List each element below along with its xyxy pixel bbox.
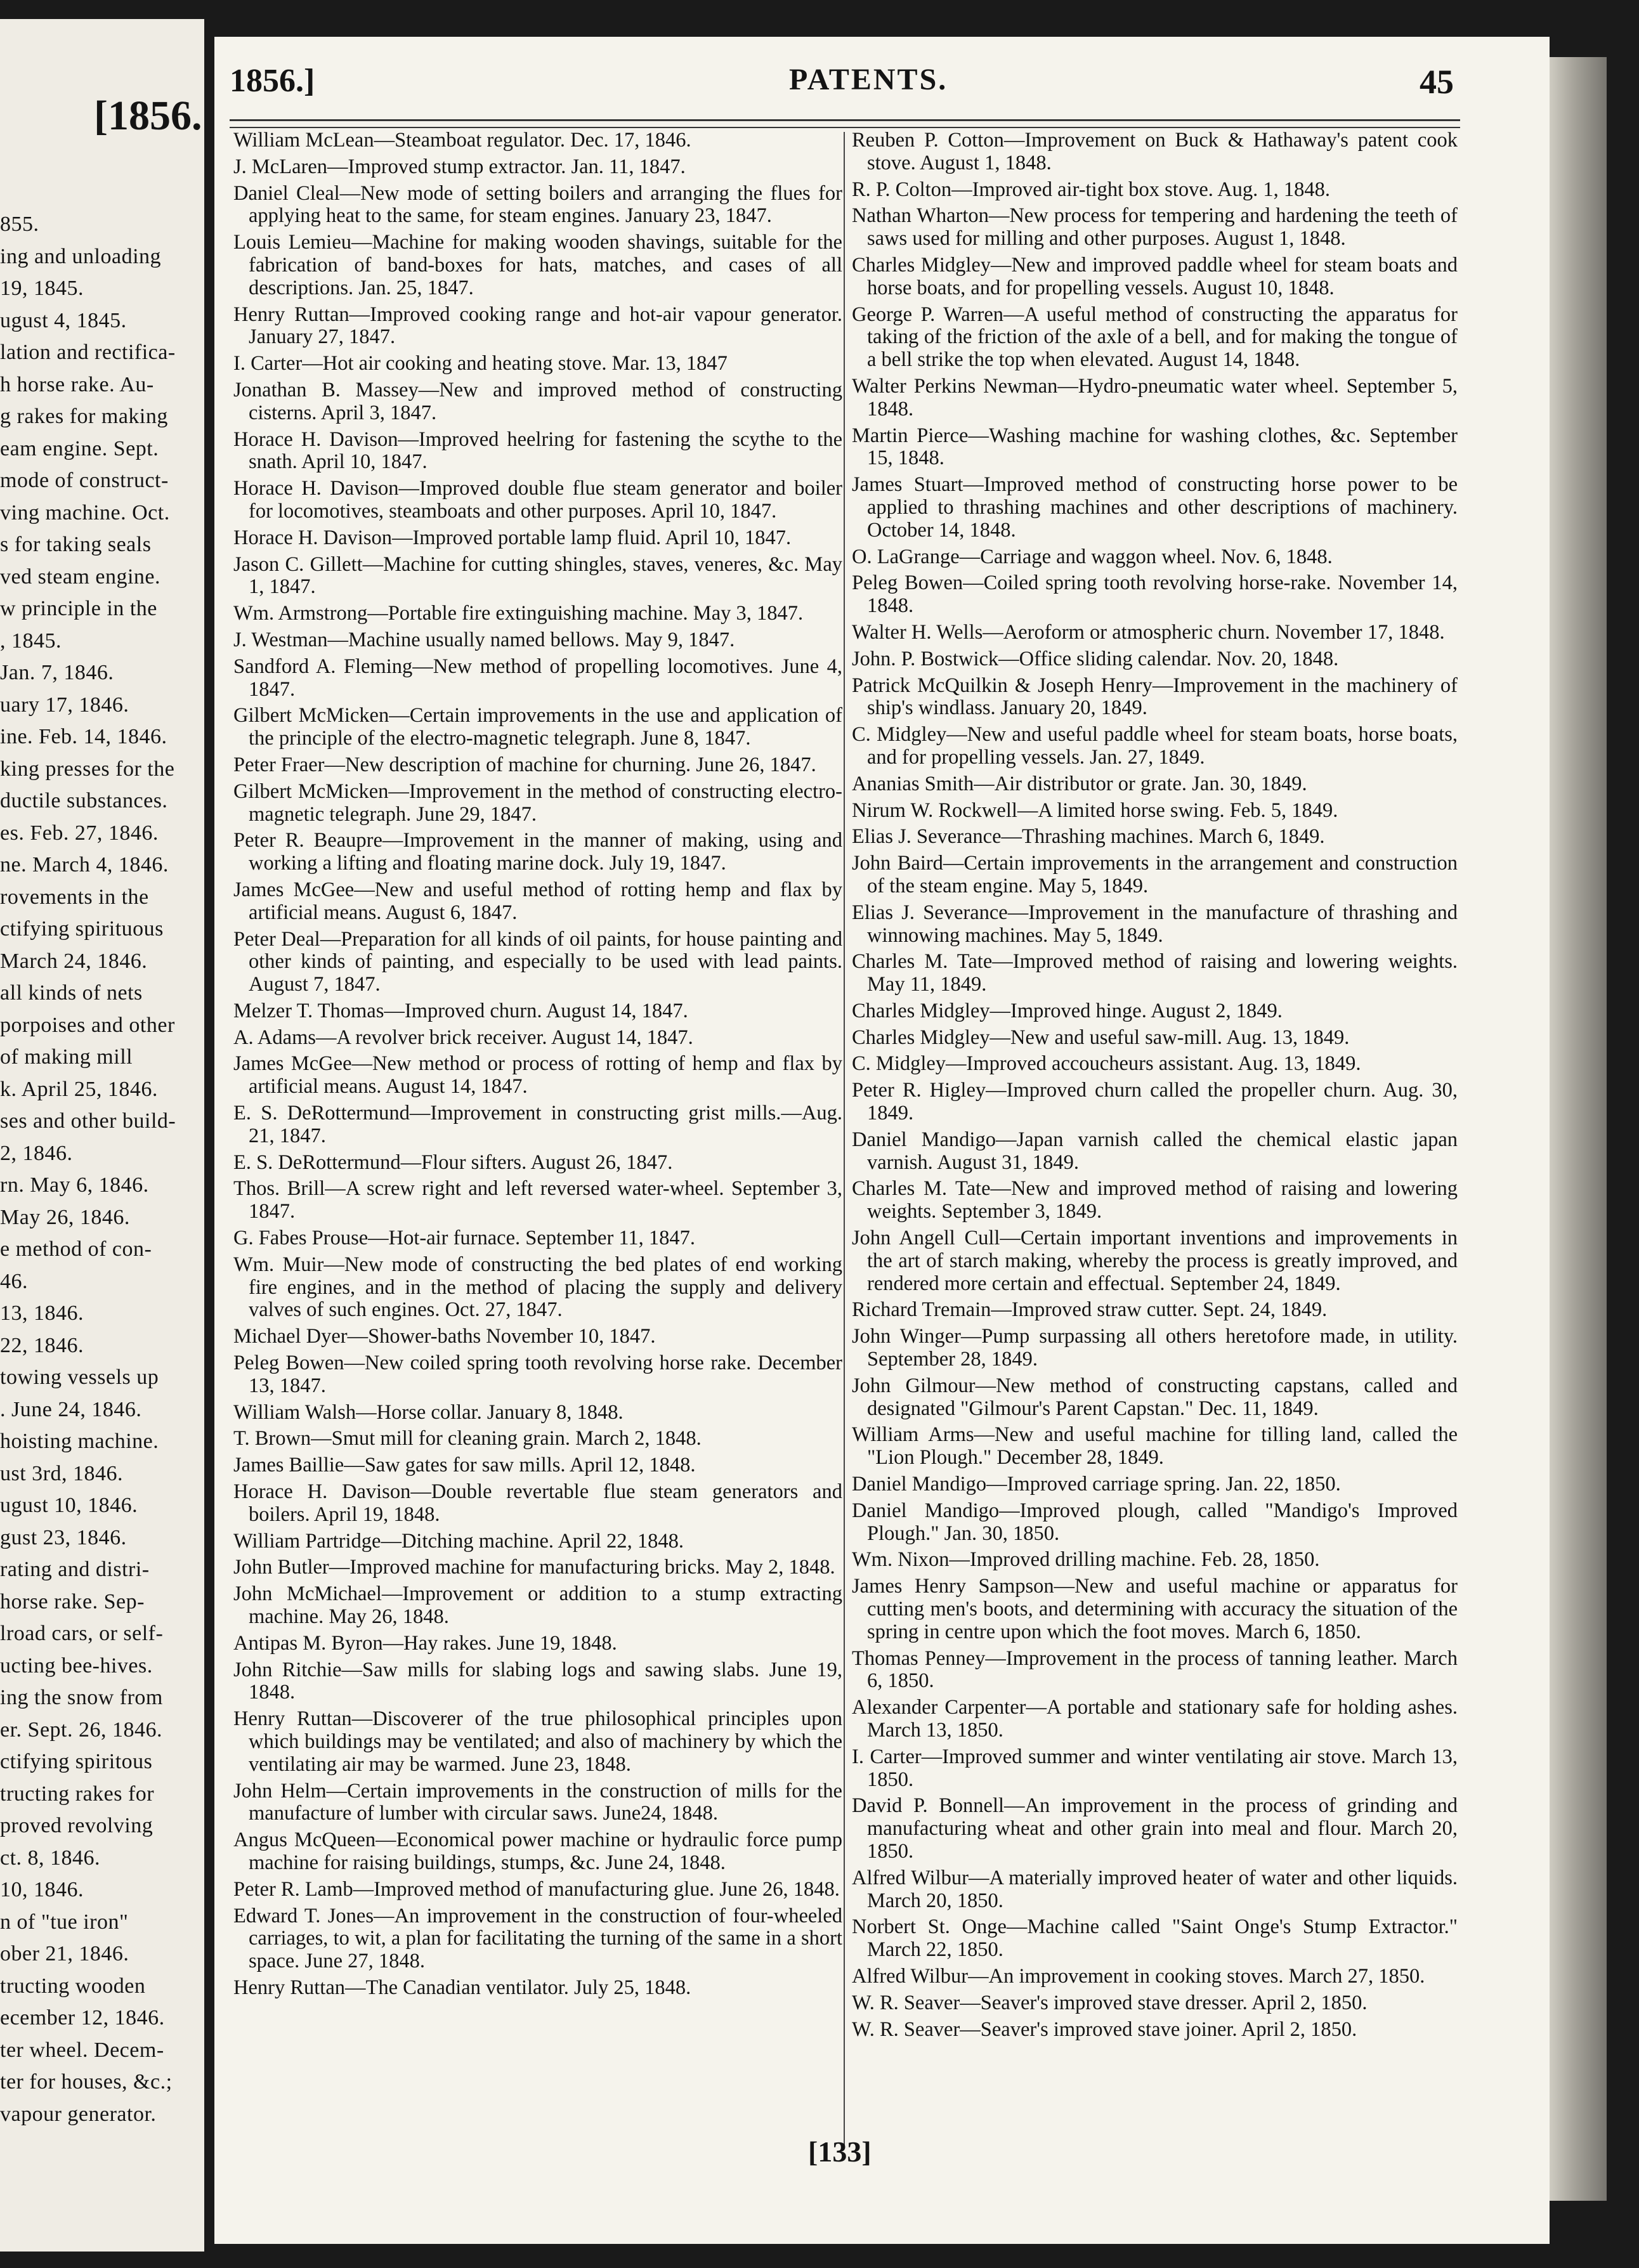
facing-page-line: eam engine. Sept.: [0, 436, 159, 460]
facing-page-line: March 24, 1846.: [0, 949, 148, 973]
facing-page-line: ne. March 4, 1846.: [0, 853, 169, 877]
facing-page-line: lation and rectifica-: [0, 341, 176, 365]
folio-number: [133]: [808, 2135, 872, 2168]
facing-page-line: ecember 12, 1846.: [0, 2006, 165, 2030]
patent-entry: T. Brown—Smut mill for cleaning grain. March 2, 1848.: [233, 1427, 702, 1450]
patent-entry: John. P. Bostwick—Office sliding calendar. Nov. 20, 1848.: [852, 647, 1339, 670]
facing-page-line: w principle in the: [0, 597, 157, 621]
patent-entry: David P. Bonnell—An improvement in the process of grinding and manufacturing wheat and other grain into meal and flour. March 20, 1850.: [852, 1794, 1458, 1863]
patent-entry: Horace H. Davison—Improved double flue steam generator and boiler for locomotives, steamboats and other purposes. April 10, 1847.: [233, 477, 842, 523]
facing-page-line: e method of con-: [0, 1237, 152, 1261]
patent-entry: Peter R. Beaupre—Improvement in the manner of making, using and working a lifting and floating marine dock. July 19, 1847.: [233, 829, 842, 875]
patent-entry: Gilbert McMicken—Certain improvements in the use and application of the principle of the electro-magnetic telegraph. June 8, 1847.: [233, 704, 842, 750]
facing-page-line: ctifying spiritous: [0, 1750, 153, 1774]
patent-entry: Peleg Bowen—New coiled spring tooth revolving horse rake. December 13, 1847.: [233, 1352, 842, 1397]
patent-entry: Elias J. Severance—Improvement in the manufacture of thrashing and winnowing machines. May 5, 1849.: [852, 901, 1458, 947]
facing-page-line: ved steam engine.: [0, 564, 161, 589]
patent-entry: Daniel Mandigo—Japan varnish called the chemical elastic japan varnish. August 31, 1849.: [852, 1128, 1458, 1174]
patent-entry: James McGee—New method or process of rotting of hemp and flax by artificial means. August 14, 1847.: [233, 1052, 842, 1098]
patent-entry: James Henry Sampson—New and useful machine or apparatus for cutting men's boots, and determining with accuracy the situation of the spring in centre upon which the foot moves. March 6, 1850.: [852, 1575, 1458, 1643]
facing-page-line: 2, 1846.: [0, 1141, 73, 1165]
facing-page-line: ductile substances.: [0, 789, 168, 813]
patent-entry: John Winger—Pump surpassing all others heretofore made, in utility. September 28, 1849.: [852, 1325, 1458, 1371]
header-rule-thin: [230, 127, 1460, 128]
patent-entry: Jason C. Gillett—Machine for cutting shingles, staves, veneres, &c. May 1, 1847.: [233, 552, 842, 599]
facing-page-line: s for taking seals: [0, 533, 152, 557]
patent-entry: Charles Midgley—New and improved paddle wheel for steam boats and horse boats, and for propelling vessels. August 10, 1848.: [852, 253, 1458, 299]
patent-entry: John Gilmour—New method of constructing capstans, called and designated "Gilmour's Parent Capstan." Dec. 11, 1849.: [852, 1374, 1458, 1420]
page-edge-shadow: [1550, 57, 1607, 2201]
patent-list-right-column: [852, 129, 1458, 2045]
facing-page-line: hoisting machine.: [0, 1430, 159, 1454]
patent-entry: William Partridge—Ditching machine. April 22, 1848.: [233, 1529, 684, 1553]
facing-page-line: ugust 10, 1846.: [0, 1494, 138, 1518]
patent-entry: John Angell Cull—Certain important inventions and improvements in the art of starch making, whereby the process is greatly improved, and rendered more certain and effectual. September 24, 1849.: [852, 1227, 1458, 1295]
patent-entry: Jonathan B. Massey—New and improved method of constructing cisterns. April 3, 1847.: [233, 378, 842, 424]
patent-entry: Thomas Penney—Improvement in the process of tanning leather. March 6, 1850.: [852, 1646, 1458, 1693]
facing-page-line: uary 17, 1846.: [0, 693, 129, 717]
facing-page-line: g rakes for making: [0, 405, 168, 429]
facing-page-line: mode of construct-: [0, 469, 169, 493]
patent-entry: Peter Fraer—New description of machine for churning. June 26, 1847.: [233, 753, 816, 776]
facing-page-line: 46.: [0, 1269, 28, 1293]
patent-list-left-column: [233, 129, 842, 2004]
patent-entry: Elias J. Severance—Thrashing machines. March 6, 1849.: [852, 825, 1325, 849]
patent-entry: Peleg Bowen—Coiled spring tooth revolving horse-rake. November 14, 1848.: [852, 571, 1458, 618]
facing-page-line: tructing rakes for: [0, 1782, 155, 1806]
patent-entry: Horace H. Davison—Improved heelring for fastening the scythe to the snath. April 10, 1847.: [233, 427, 842, 474]
patent-entry: Alfred Wilbur—An improvement in cooking stoves. March 27, 1850.: [852, 1964, 1425, 1988]
patent-entry: A. Adams—A revolver brick receiver. August 14, 1847.: [233, 1026, 693, 1049]
patent-entry: Thos. Brill—A screw right and left reversed water-wheel. September 3, 1847.: [233, 1177, 842, 1223]
facing-page-line: of making mill: [0, 1045, 133, 1069]
patent-entry: William Arms—New and useful machine for tilling land, called the "Lion Plough." December 28, 1849.: [852, 1423, 1458, 1470]
patent-entry: Horace H. Davison—Double revertable flue steam generators and boilers. April 19, 1848.: [233, 1480, 842, 1526]
facing-page-line: n of "tue iron": [0, 1910, 129, 1934]
patent-entry: Wm. Nixon—Improved drilling machine. Feb. 28, 1850.: [852, 1548, 1320, 1572]
patent-entry: Nathan Wharton—New process for tempering and hardening the teeth of saws used for milling and other purposes. August 1, 1848.: [852, 204, 1458, 251]
patent-entry: Horace H. Davison—Improved portable lamp fluid. April 10, 1847.: [233, 526, 792, 549]
patent-entry: Louis Lemieu—Machine for making wooden shavings, suitable for the fabrication of band-boxes for hats, matches, and cases of all descriptions. Jan. 25, 1847.: [233, 231, 842, 299]
patent-entry: C. Midgley—Improved accoucheurs assistant. Aug. 13, 1849.: [852, 1052, 1361, 1076]
patent-entry: Charles M. Tate—Improved method of raising and lowering weights. May 11, 1849.: [852, 950, 1458, 996]
patent-entry: Angus McQueen—Economical power machine or hydraulic force pump machine for raising buildings, stumps, &c. June 24, 1848.: [233, 1828, 842, 1874]
facing-page-line: towing vessels up: [0, 1365, 159, 1390]
patent-entry: Antipas M. Byron—Hay rakes. June 19, 1848.: [233, 1631, 617, 1655]
facing-page-line: tructing wooden: [0, 1974, 146, 1998]
patent-entry: James Stuart—Improved method of constructing horse power to be applied to thrashing machines and other descriptions of machinery. October 14, 1848.: [852, 473, 1458, 542]
patent-entry: Nirum W. Rockwell—A limited horse swing. Feb. 5, 1849.: [852, 798, 1338, 822]
facing-page-line: ober 21, 1846.: [0, 1942, 129, 1966]
patent-entry: I. Carter—Hot air cooking and heating stove. Mar. 13, 1847: [233, 352, 728, 375]
patent-entry: Edward T. Jones—An improvement in the construction of four-wheeled carriages, to wit, a plan for facilitating the turning of the same in a short space. June 27, 1848.: [233, 1904, 842, 1973]
facing-page-line: rovements in the: [0, 885, 149, 909]
patent-entry: Wm. Muir—New mode of constructing the bed plates of end working fire engines, and in the method of placing the supply and delivery valves of such engines. Oct. 27, 1847.: [233, 1253, 842, 1322]
facing-page-line: rating and distri-: [0, 1558, 150, 1582]
facing-page-line: gust 23, 1846.: [0, 1525, 127, 1549]
column-divider: [844, 132, 845, 2149]
patent-entry: Henry Ruttan—Discoverer of the true philosophical principles upon which buildings may be ventilated; and also of machinery by which the ventilating air may be warmed. June 23, 1848.: [233, 1707, 842, 1776]
facing-page-line: 855.: [0, 212, 39, 236]
patent-entry: Peter R. Lamb—Improved method of manufacturing glue. June 26, 1848.: [233, 1877, 840, 1901]
patent-entry: C. Midgley—New and useful paddle wheel for steam boats, horse boats, and for propelling vessels. Jan. 27, 1849.: [852, 723, 1458, 769]
patent-entry: William Walsh—Horse collar. January 8, 1848.: [233, 1400, 624, 1424]
patent-entry: James McGee—New and useful method of rotting hemp and flax by artificial means. August 6, 1847.: [233, 878, 842, 924]
patent-entry: Daniel Cleal—New mode of setting boilers and arranging the flues for applying heat to the same, for steam engines. January 23, 1847.: [233, 181, 842, 228]
facing-page-line: Jan. 7, 1846.: [0, 661, 114, 685]
patent-entry: Gilbert McMicken—Improvement in the method of constructing electro-magnetic telegraph. June 29, 1847.: [233, 779, 842, 826]
patent-entry: W. R. Seaver—Seaver's improved stave dresser. April 2, 1850.: [852, 1991, 1368, 2014]
facing-page-line: ugust 4, 1845.: [0, 308, 127, 332]
patent-entry: Wm. Armstrong—Portable fire extinguishing machine. May 3, 1847.: [233, 602, 804, 625]
facing-page-line: ing and unloading: [0, 244, 162, 268]
document-page: [214, 37, 1550, 2244]
patent-entry: Charles Midgley—Improved hinge. August 2, 1849.: [852, 999, 1283, 1022]
facing-page-line: ter for houses, &c.;: [0, 2070, 173, 2094]
patent-entry: Walter H. Wells—Aeroform or atmospheric churn. November 17, 1848.: [852, 620, 1445, 644]
facing-page-line: h horse rake. Au-: [0, 372, 154, 396]
facing-page-line: lroad cars, or self-: [0, 1622, 164, 1646]
facing-page-line: 19, 1845.: [0, 277, 84, 301]
facing-page-line: k. April 25, 1846.: [0, 1077, 158, 1101]
patent-entry: John McMichael—Improvement or addition to a stump extracting machine. May 26, 1848.: [233, 1582, 842, 1629]
patent-entry: John Ritchie—Saw mills for slabing logs and sawing slabs. June 19, 1848.: [233, 1658, 842, 1704]
patent-entry: Daniel Mandigo—Improved carriage spring. Jan. 22, 1850.: [852, 1473, 1341, 1496]
facing-page-line: king presses for the: [0, 757, 175, 781]
patent-entry: E. S. DeRottermund—Improvement in constructing grist mills.—Aug. 21, 1847.: [233, 1102, 842, 1147]
facing-page-fragment: [0, 19, 204, 2252]
facing-page-line: ctifying spirituous: [0, 917, 164, 941]
patent-entry: Ananias Smith—Air distributor or grate. Jan. 30, 1849.: [852, 772, 1307, 795]
facing-page-line: rn. May 6, 1846.: [0, 1173, 149, 1197]
patent-entry: Walter Perkins Newman—Hydro-pneumatic water wheel. September 5, 1848.: [852, 374, 1458, 420]
patent-entry: John Helm—Certain improvements in the construction of mills for the manufacture of lumber with circular saws. June24, 1848.: [233, 1779, 842, 1825]
facing-page-line: vapour generator.: [0, 2102, 157, 2126]
patent-entry: W. R. Seaver—Seaver's improved stave joiner. April 2, 1850.: [852, 2017, 1357, 2041]
facing-page-line: ses and other build-: [0, 1109, 176, 1133]
patent-entry: J. Westman—Machine usually named bellows. May 9, 1847.: [233, 628, 735, 651]
patent-entry: Peter R. Higley—Improved churn called the propeller churn. Aug. 30, 1849.: [852, 1079, 1458, 1125]
facing-page-line: . June 24, 1846.: [0, 1397, 142, 1421]
facing-page-line: 10, 1846.: [0, 1878, 84, 1902]
patent-entry: Charles M. Tate—New and improved method of raising and lowering weights. September 3, 1849.: [852, 1177, 1458, 1223]
patent-entry: Patrick McQuilkin & Joseph Henry—Improvement in the machinery of ship's windlass. January 20, 1849.: [852, 674, 1458, 720]
patent-entry: R. P. Colton—Improved air-tight box stove. Aug. 1, 1848.: [852, 178, 1331, 201]
patent-entry: James Baillie—Saw gates for saw mills. April 12, 1848.: [233, 1454, 696, 1477]
patent-entry: Alfred Wilbur—A materially improved heater of water and other liquids. March 20, 1850.: [852, 1866, 1458, 1912]
facing-page-line: er. Sept. 26, 1846.: [0, 1717, 162, 1742]
facing-page-line: ter wheel. Decem-: [0, 2038, 164, 2062]
patent-entry: Melzer T. Thomas—Improved churn. August 14, 1847.: [233, 999, 688, 1022]
facing-page-line: proved revolving: [0, 1814, 153, 1838]
running-head-title: PATENTS.: [789, 63, 948, 96]
facing-page-line: ct. 8, 1846.: [0, 1846, 101, 1870]
patent-entry: Henry Ruttan—Improved cooking range and hot-air vapour generator. January 27, 1847.: [233, 303, 842, 349]
facing-page-line: ust 3rd, 1846.: [0, 1461, 123, 1485]
facing-page-line: ing the snow from: [0, 1686, 163, 1710]
facing-page-line: horse rake. Sep-: [0, 1589, 145, 1613]
patent-entry: Peter Deal—Preparation for all kinds of oil paints, for house painting and other kinds of painting, and especially to be used with lead paints. August 7, 1847.: [233, 927, 842, 996]
patent-entry: William McLean—Steamboat regulator. Dec. 17, 1846.: [233, 129, 691, 152]
facing-page-line: porpoises and other: [0, 1013, 175, 1037]
patent-entry: Henry Ruttan—The Canadian ventilator. July 25, 1848.: [233, 1976, 691, 1999]
patent-entry: J. McLaren—Improved stump extractor. Jan. 11, 1847.: [233, 155, 686, 178]
patent-entry: E. S. DeRottermund—Flour sifters. August 26, 1847.: [233, 1150, 673, 1174]
facing-page-year: [1856.: [94, 93, 202, 139]
facing-page-line: all kinds of nets: [0, 981, 143, 1005]
patent-entry: Martin Pierce—Washing machine for washing clothes, &c. September 15, 1848.: [852, 424, 1458, 470]
patent-entry: John Butler—Improved machine for manufacturing bricks. May 2, 1848.: [233, 1556, 835, 1579]
patent-entry: I. Carter—Improved summer and winter ventilating air stove. March 13, 1850.: [852, 1745, 1458, 1791]
page-number: 45: [1420, 63, 1454, 101]
patent-entry: Sandford A. Fleming—New method of propelling locomotives. June 4, 1847.: [233, 655, 842, 701]
facing-page-line: es. Feb. 27, 1846.: [0, 821, 159, 845]
facing-page-line: ving machine. Oct.: [0, 500, 170, 525]
patent-entry: Michael Dyer—Shower-baths November 10, 1847.: [233, 1325, 656, 1348]
patent-entry: John Baird—Certain improvements in the arrangement and construction of the steam engine. May 5, 1849.: [852, 852, 1458, 897]
patent-entry: G. Fabes Prouse—Hot-air furnace. September 11, 1847.: [233, 1227, 696, 1250]
patent-entry: Alexander Carpenter—A portable and stationary safe for holding ashes. March 13, 1850.: [852, 1696, 1458, 1742]
patent-entry: Charles Midgley—New and useful saw-mill. Aug. 13, 1849.: [852, 1026, 1350, 1049]
facing-page-line: ine. Feb. 14, 1846.: [0, 725, 167, 749]
patent-entry: Norbert St. Onge—Machine called "Saint Onge's Stump Extractor." March 22, 1850.: [852, 1915, 1458, 1962]
patent-entry: Reuben P. Cotton—Improvement on Buck & Hathaway's patent cook stove. August 1, 1848.: [852, 129, 1458, 174]
patent-entry: Daniel Mandigo—Improved plough, called "Mandigo's Improved Plough." Jan. 30, 1850.: [852, 1499, 1458, 1545]
facing-page-line: , 1845.: [0, 629, 62, 653]
running-head-year: 1856.]: [230, 63, 315, 99]
facing-page-line: 13, 1846.: [0, 1301, 84, 1326]
header-rule: [230, 119, 1460, 121]
patent-entry: O. LaGrange—Carriage and waggon wheel. Nov. 6, 1848.: [852, 545, 1333, 568]
patent-entry: George P. Warren—A useful method of constructing the apparatus for taking of the friction of the axle of a bell, and for making the tongue of a bell strike the top when elevated. August 14, 1848.: [852, 303, 1458, 372]
facing-page-line: ucting bee-hives.: [0, 1653, 153, 1678]
facing-page-line: May 26, 1846.: [0, 1205, 130, 1229]
patent-entry: Richard Tremain—Improved straw cutter. Sept. 24, 1849.: [852, 1298, 1328, 1322]
facing-page-line: 22, 1846.: [0, 1333, 84, 1357]
